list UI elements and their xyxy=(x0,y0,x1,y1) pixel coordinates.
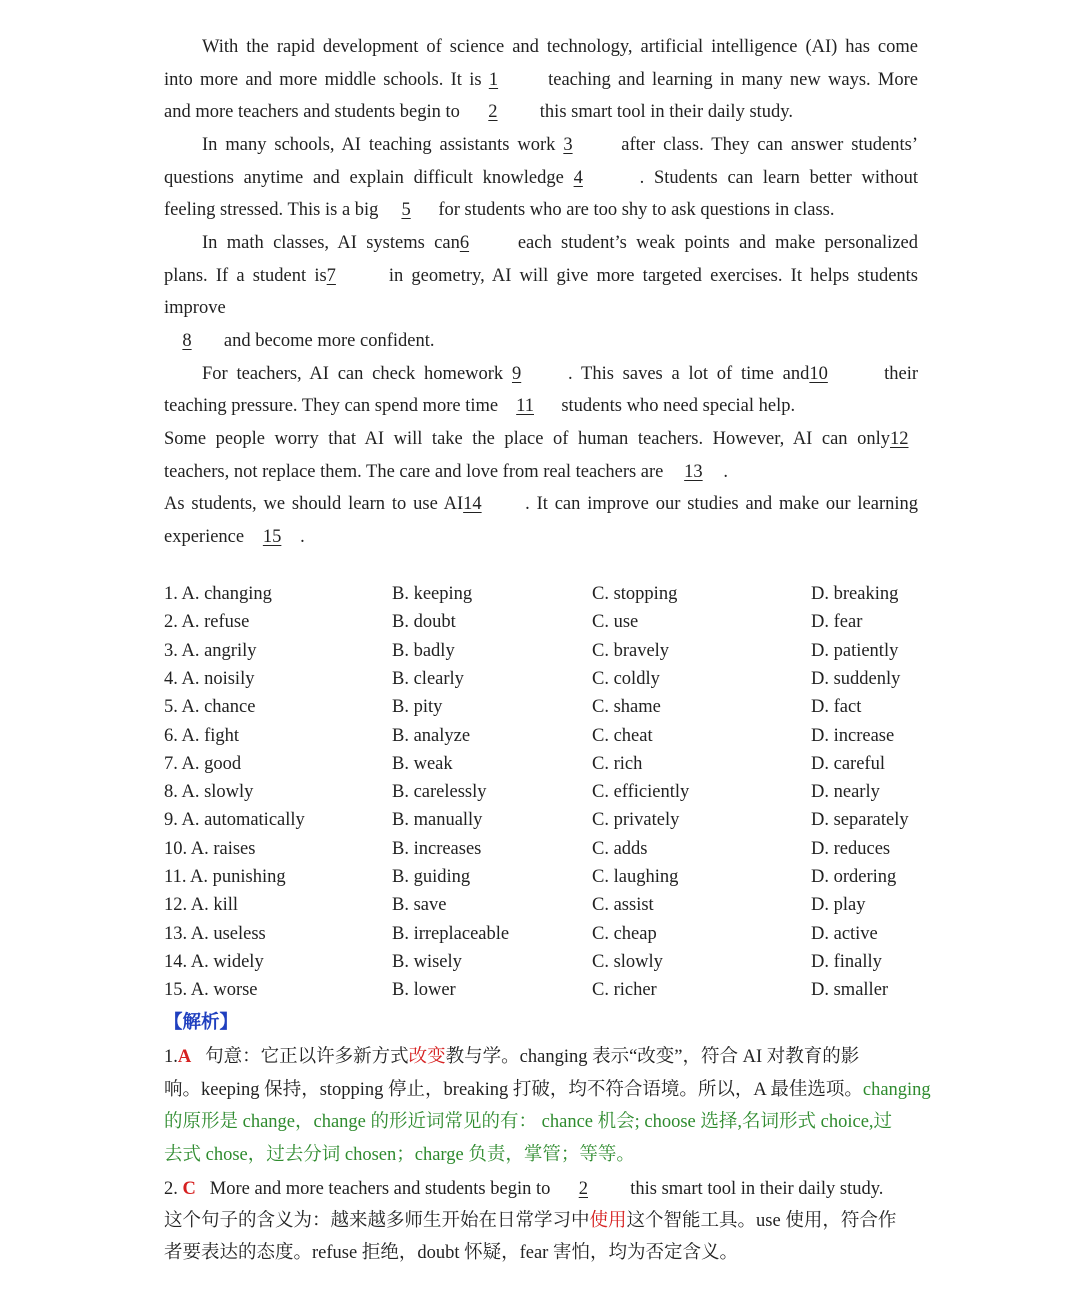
option-b: B. keeping xyxy=(392,584,473,604)
analysis-number: 1. xyxy=(164,1047,178,1067)
passage-line xyxy=(164,68,918,92)
analysis-text: this smart tool in their daily study. xyxy=(630,1179,884,1199)
analysis-text: 去式 chose，过去分词 chosen；charge 负责，掌管；等等。 xyxy=(164,1145,635,1165)
option-b: B. doubt xyxy=(392,612,456,633)
passage-text: . This saves a lot of time and xyxy=(567,364,810,384)
passage-text: and more teachers and students begin to xyxy=(164,102,460,122)
option-d: D. breaking xyxy=(811,584,899,604)
option-c: C. cheap xyxy=(592,923,657,944)
option-a: 1. A. changing xyxy=(164,584,272,604)
answer-badge: A xyxy=(177,1047,192,1067)
option-a: 3. A. angrily xyxy=(164,640,257,661)
option-c: C. efficiently xyxy=(592,782,690,803)
passage-text: teaching and learning in many new ways. More xyxy=(548,70,919,90)
passage-line xyxy=(202,231,918,255)
option-row xyxy=(164,837,924,861)
option-b: B. lower xyxy=(392,980,456,1001)
option-d: D. ordering xyxy=(811,867,897,887)
highlight-text: 使用 xyxy=(589,1211,627,1231)
blank-4: 4 xyxy=(573,168,583,188)
passage-text: . It can improve our studies and make our learning xyxy=(525,494,918,514)
passage-text: this smart tool in their daily study. xyxy=(539,102,793,122)
passage-text: . xyxy=(723,462,729,482)
blank-13: 13 xyxy=(684,462,703,482)
passage-text: in geometry, AI will give more targeted exercises. It helps students xyxy=(388,266,918,286)
analysis-text: More and more teachers and students begin to xyxy=(209,1179,551,1199)
option-a: 5. A. chance xyxy=(164,697,256,718)
analysis-line xyxy=(164,1110,918,1134)
option-row xyxy=(164,780,924,804)
option-c: C. bravely xyxy=(592,640,670,661)
option-row xyxy=(164,922,924,946)
passage-line xyxy=(164,394,918,418)
passage-line xyxy=(202,362,918,386)
option-d: D. separately xyxy=(811,810,909,831)
option-c: C. adds xyxy=(592,838,648,859)
option-d: D. active xyxy=(811,923,878,944)
analysis-text: 这个智能工具。use 使用，符合作 xyxy=(626,1211,897,1231)
passage-text: With the rapid development of science and technology, artificial intelligence (AI) has come xyxy=(202,37,918,57)
option-b: B. increases xyxy=(392,838,482,859)
passage-text: improve xyxy=(164,298,226,318)
passage-text: for students who are too shy to ask questions in class. xyxy=(438,200,835,220)
passage-line xyxy=(164,427,918,451)
option-d: D. fear xyxy=(811,612,863,633)
option-row xyxy=(164,639,924,663)
option-c: C. privately xyxy=(592,810,680,831)
passage-text: . xyxy=(300,527,305,547)
highlight-text: changing xyxy=(862,1080,931,1100)
passage-text: into more and more middle schools. It is xyxy=(164,70,482,90)
option-a: 7. A. good xyxy=(164,753,242,774)
blank-3: 3 xyxy=(563,135,573,155)
analysis-text: 的原形是 change，change 的形近词常见的有： chance 机会; choose 选择,名词形式 choice,过 xyxy=(164,1112,893,1132)
passage-text: . Students can learn better without xyxy=(639,168,919,188)
passage-text: after class. They can answer students’ xyxy=(621,135,919,155)
option-row xyxy=(164,752,924,776)
option-a: 12. A. kill xyxy=(164,895,239,916)
passage-text: and become more confident. xyxy=(223,331,435,351)
passage-text: plans. If a student is xyxy=(164,266,327,286)
blank-7: 7 xyxy=(326,266,336,286)
option-row xyxy=(164,724,924,748)
option-d: D. suddenly xyxy=(811,668,901,689)
option-c: C. stopping xyxy=(592,584,678,604)
option-a: 4. A. noisily xyxy=(164,668,255,689)
passage-line xyxy=(164,166,918,190)
passage-line xyxy=(202,35,918,59)
option-d: D. smaller xyxy=(811,980,889,1001)
passage-text: their xyxy=(884,364,919,384)
option-d: D. careful xyxy=(811,753,885,774)
option-b: B. weak xyxy=(392,753,453,774)
analysis-line xyxy=(164,1045,918,1069)
blank-9: 9 xyxy=(511,364,522,384)
option-b: B. carelessly xyxy=(392,782,487,803)
blank-2: 2 xyxy=(488,102,498,122)
analysis-text: 句意：它正以许多新方式 xyxy=(205,1047,409,1067)
blank-6: 6 xyxy=(459,233,470,253)
answer-badge: C xyxy=(182,1179,196,1199)
blank-15: 15 xyxy=(262,527,282,547)
passage-text: For teachers, AI can check homework xyxy=(202,364,504,384)
option-b: B. manually xyxy=(392,810,483,831)
option-c: C. use xyxy=(592,612,639,633)
analysis-text: 响。keeping 保持，stopping 停止，breaking 打破，均不符合语境。所以，A 最佳选项。 xyxy=(164,1080,863,1100)
option-c: C. laughing xyxy=(592,867,679,887)
analysis-line xyxy=(164,1209,918,1233)
passage-text: In many schools, AI teaching assistants work xyxy=(202,135,556,155)
analysis-line xyxy=(164,1078,931,1102)
blank-8: 8 xyxy=(182,331,192,351)
analysis-text: 这个句子的含义为：越来越多师生开始在日常学习中 xyxy=(164,1211,590,1231)
passage-text: feeling stressed. This is a big xyxy=(164,200,379,220)
option-row xyxy=(164,667,924,691)
option-c: C. cheat xyxy=(592,725,653,746)
analysis-text: 教与学。changing 表示“改变”，符合 AI 对教育的影 xyxy=(445,1047,860,1067)
option-c: C. richer xyxy=(592,980,657,1001)
option-a: 8. A. slowly xyxy=(164,782,254,803)
option-d: D. nearly xyxy=(811,782,880,803)
passage-text: teachers, not replace them. The care and love from real teachers are xyxy=(164,462,664,482)
option-b: B. badly xyxy=(392,640,455,661)
option-row xyxy=(164,893,924,917)
option-d: D. reduces xyxy=(811,838,891,859)
option-c: C. shame xyxy=(592,697,661,718)
passage-text: As students, we should learn to use AI xyxy=(164,494,464,514)
analysis-line xyxy=(164,1241,918,1265)
option-b: B. irreplaceable xyxy=(392,923,510,944)
option-d: D. finally xyxy=(811,951,882,972)
passage-line xyxy=(164,460,918,484)
option-row xyxy=(164,978,924,1002)
blank-5: 5 xyxy=(401,200,411,220)
option-b: B. analyze xyxy=(392,725,471,746)
passage-text: students who need special help. xyxy=(561,396,796,416)
passage-text: In math classes, AI systems can xyxy=(202,233,460,253)
passage-text: Some people worry that AI will take the place of human teachers. However, AI can only xyxy=(164,429,890,449)
blank-14: 14 xyxy=(463,494,482,514)
option-row xyxy=(164,950,924,974)
option-d: D. patiently xyxy=(811,640,899,661)
blank-11: 11 xyxy=(516,396,534,416)
option-a: 9. A. automatically xyxy=(164,810,305,831)
option-a: 14. A. widely xyxy=(164,951,264,972)
option-a: 6. A. fight xyxy=(164,725,240,746)
passage-text: experience xyxy=(164,527,245,547)
passage-line xyxy=(164,264,918,288)
option-d: D. increase xyxy=(811,725,895,746)
option-row xyxy=(164,865,924,889)
option-b: B. clearly xyxy=(392,668,464,689)
option-a: 15. A. worse xyxy=(164,980,258,1001)
option-a: 11. A. punishing xyxy=(164,867,286,887)
analysis-number: 2. xyxy=(164,1179,178,1199)
option-c: C. assist xyxy=(592,895,654,916)
passage-line xyxy=(164,100,918,124)
option-a: 2. A. refuse xyxy=(164,612,250,633)
option-b: B. guiding xyxy=(392,867,471,887)
option-c: C. rich xyxy=(592,753,643,774)
passage-line xyxy=(164,492,918,516)
blank-10: 10 xyxy=(809,364,828,384)
option-d: D. fact xyxy=(811,697,862,718)
option-b: B. pity xyxy=(392,697,443,718)
option-b: B. save xyxy=(392,895,447,916)
blank-2: 2 xyxy=(578,1179,588,1199)
option-row xyxy=(164,610,924,634)
option-d: D. play xyxy=(811,895,866,916)
option-b: B. wisely xyxy=(392,951,462,972)
blank-12: 12 xyxy=(890,429,909,449)
analysis-line xyxy=(164,1143,918,1167)
analysis-heading: 【解析】 xyxy=(164,1012,239,1033)
blank-1: 1 xyxy=(488,70,499,90)
option-row xyxy=(164,582,924,606)
passage-text: questions anytime and explain difficult knowledge xyxy=(164,168,564,188)
option-row xyxy=(164,695,924,719)
option-c: C. slowly xyxy=(592,951,663,972)
option-c: C. coldly xyxy=(592,668,660,689)
passage-line xyxy=(164,525,918,549)
analysis-line xyxy=(164,1177,918,1201)
option-a: 10. A. raises xyxy=(164,838,256,859)
option-a: 13. A. useless xyxy=(164,923,266,944)
option-row xyxy=(164,808,924,832)
passage-line xyxy=(164,296,918,320)
passage-line xyxy=(164,198,918,222)
highlight-text: 改变 xyxy=(408,1047,446,1067)
passage-text: each student’s weak points and make personalized xyxy=(517,233,918,253)
passage-text: teaching pressure. They can spend more time xyxy=(164,396,499,416)
passage-line xyxy=(164,329,918,353)
analysis-text: 者要表达的态度。refuse 拒绝，doubt 怀疑，fear 害怕，均为否定含义。 xyxy=(164,1243,738,1263)
passage-line xyxy=(202,133,918,157)
